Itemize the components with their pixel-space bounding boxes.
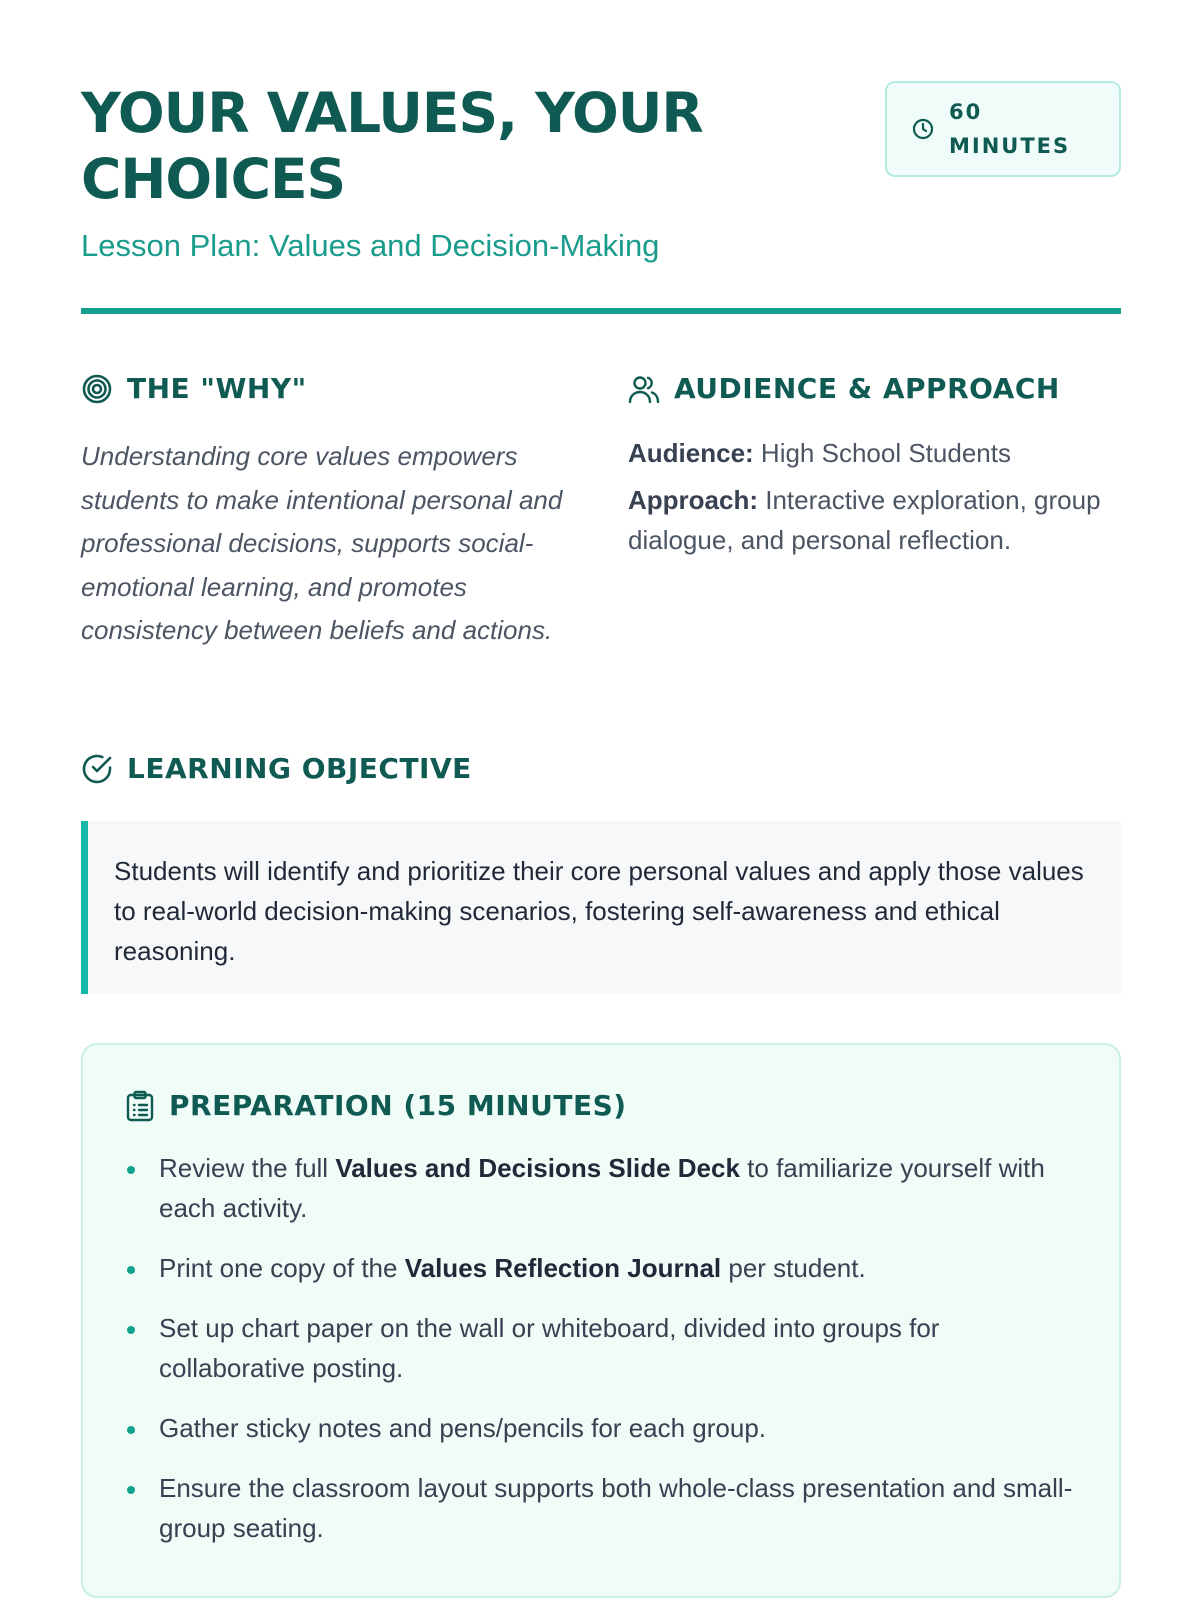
lesson-header <box>81 80 1121 266</box>
target-icon <box>81 373 113 405</box>
list-item: Set up chart paper on the wall or whiteboard, divided into groups for collaborative posting. <box>125 1308 1079 1388</box>
users-icon <box>628 373 660 405</box>
list-item: Ensure the classroom layout supports both whole-class presentation and small-group seating. <box>125 1468 1079 1548</box>
approach-label: Approach: <box>628 485 758 515</box>
list-item: Gather sticky notes and pens/pencils for each group. <box>125 1408 1079 1448</box>
list-item: Review the full Values and Decisions Slide Deck to familiarize yourself with each activity. <box>125 1148 1079 1228</box>
approach-value: Interactive exploration, group dialogue, and personal reflection. <box>628 485 1101 555</box>
clock-icon <box>911 117 935 141</box>
duration-unit: MINUTES <box>949 134 1071 158</box>
why-section <box>81 372 581 653</box>
audience-label: Audience: <box>628 438 754 468</box>
duration-badge <box>885 81 1121 177</box>
why-body: Understanding core values empowers students to make intentional personal and professional decisions, supports social-emotional learning, and promotes consistency between beliefs and actions. <box>81 441 563 645</box>
clipboard-icon <box>125 1090 155 1122</box>
objective-section <box>81 752 1121 994</box>
check-circle-icon <box>81 753 113 785</box>
why-heading: THE "WHY" <box>127 372 307 405</box>
preparation-list <box>125 1148 1079 1548</box>
audience-heading: AUDIENCE & APPROACH <box>674 372 1060 405</box>
preparation-heading: PREPARATION (15 MINUTES) <box>169 1089 627 1122</box>
audience-section <box>628 372 1121 560</box>
page-title: YOUR VALUES, YOUR CHOICES <box>81 81 703 211</box>
header-divider <box>81 308 1121 314</box>
list-item: Print one copy of the Values Reflection Journal per student. <box>125 1248 1079 1288</box>
preparation-panel <box>81 1043 1121 1598</box>
objective-callout: Students will identify and prioritize their core personal values and apply those values to real-world decision-making scenarios, fostering self-awareness and ethical reasoning. <box>81 821 1121 994</box>
approach-line <box>628 480 1121 560</box>
page-subtitle: Lesson Plan: Values and Decision-Making <box>81 228 660 263</box>
audience-value: High School Students <box>753 438 1011 468</box>
objective-heading: LEARNING OBJECTIVE <box>127 752 472 785</box>
audience-line <box>628 433 1121 473</box>
duration-value: 60 <box>949 100 983 124</box>
